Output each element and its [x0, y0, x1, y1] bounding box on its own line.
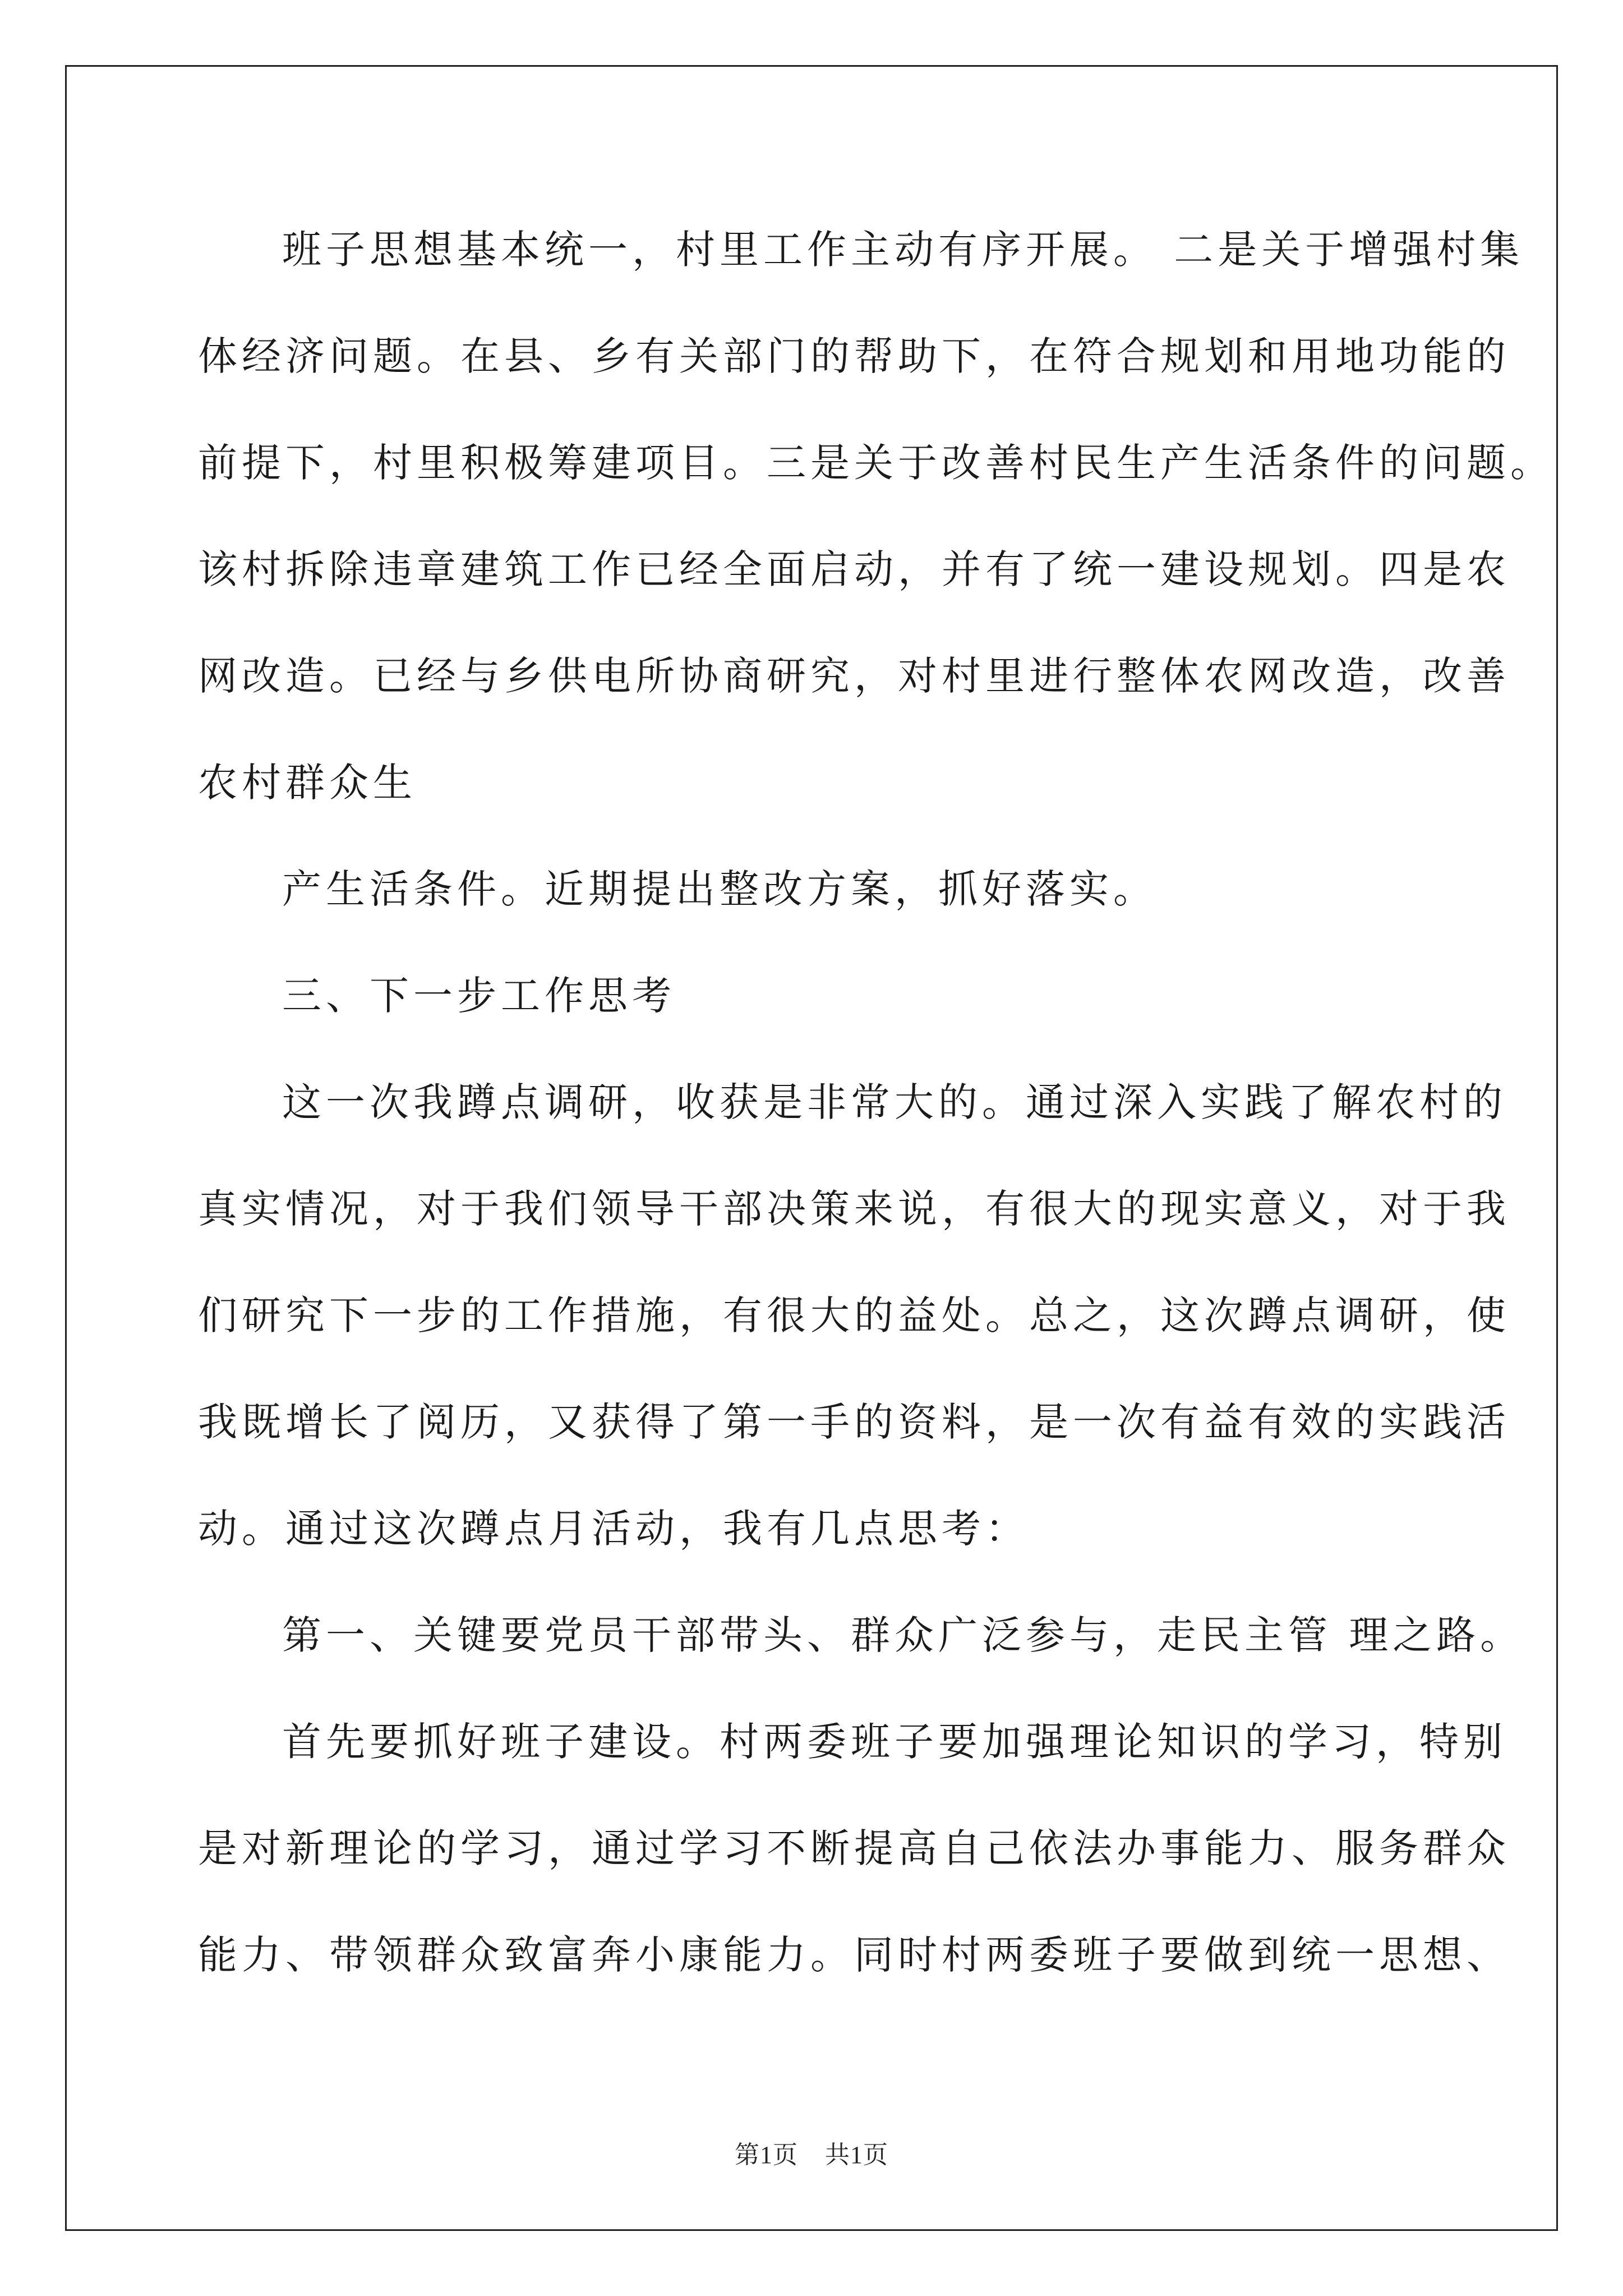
text-line: 们研究下一步的工作措施，有很大的益处。总之，这次蹲点调研，使 [198, 1292, 1510, 1338]
text-line: 网改造。已经与乡供电所协商研究，对村里进行整体农网改造，改善 [198, 653, 1510, 699]
text-line: 产生活条件。近期提出整改方案，抓好落实。 [282, 866, 1157, 912]
document-body [198, 219, 1554, 2031]
text-line: 真实情况，对于我们领导干部决策来说，有很大的现实意义，对于我 [198, 1186, 1510, 1232]
text-line: 前提下，村里积极筹建项目。三是关于改善村民生产生活条件的问题。 [198, 440, 1554, 486]
text-line: 首先要抓好班子建设。村两委班子要加强理论知识的学习，特别 [282, 1719, 1507, 1765]
text-line: 是对新理论的学习，通过学习不断提高自己依法办事能力、服务群众 [198, 1825, 1510, 1871]
text-line: 动。通过这次蹲点月活动，我有几点思考： [198, 1506, 1029, 1552]
page-number: 第1页 [735, 2141, 798, 2169]
section-heading: 三、下一步工作思考 [282, 973, 676, 1019]
page-total: 共1页 [825, 2141, 888, 2169]
text-line: 体经济问题。在县、乡有关部门的帮助下，在符合规划和用地功能的 [198, 333, 1510, 379]
text-line: 能力、带领群众致富奔小康能力。同时村两委班子要做到统一思想、 [198, 1932, 1510, 1978]
page-footer [0, 2134, 1623, 2170]
text-line: 这一次我蹲点调研，收获是非常大的。通过深入实践了解农村的 [282, 1079, 1507, 1125]
text-line: 第一、关键要党员干部带头、群众广泛参与，走民主管 理之路。 [282, 1612, 1524, 1658]
text-line: 该村拆除违章建筑工作已经全面启动，并有了统一建设规划。四是农 [198, 546, 1510, 592]
text-line: 班子思想基本统一，村里工作主动有序开展。 二是关于增强村集 [282, 227, 1524, 273]
text-line: 农村群众生 [198, 760, 417, 806]
text-line: 我既增长了阅历，又获得了第一手的资料，是一次有益有效的实践活 [198, 1399, 1510, 1445]
